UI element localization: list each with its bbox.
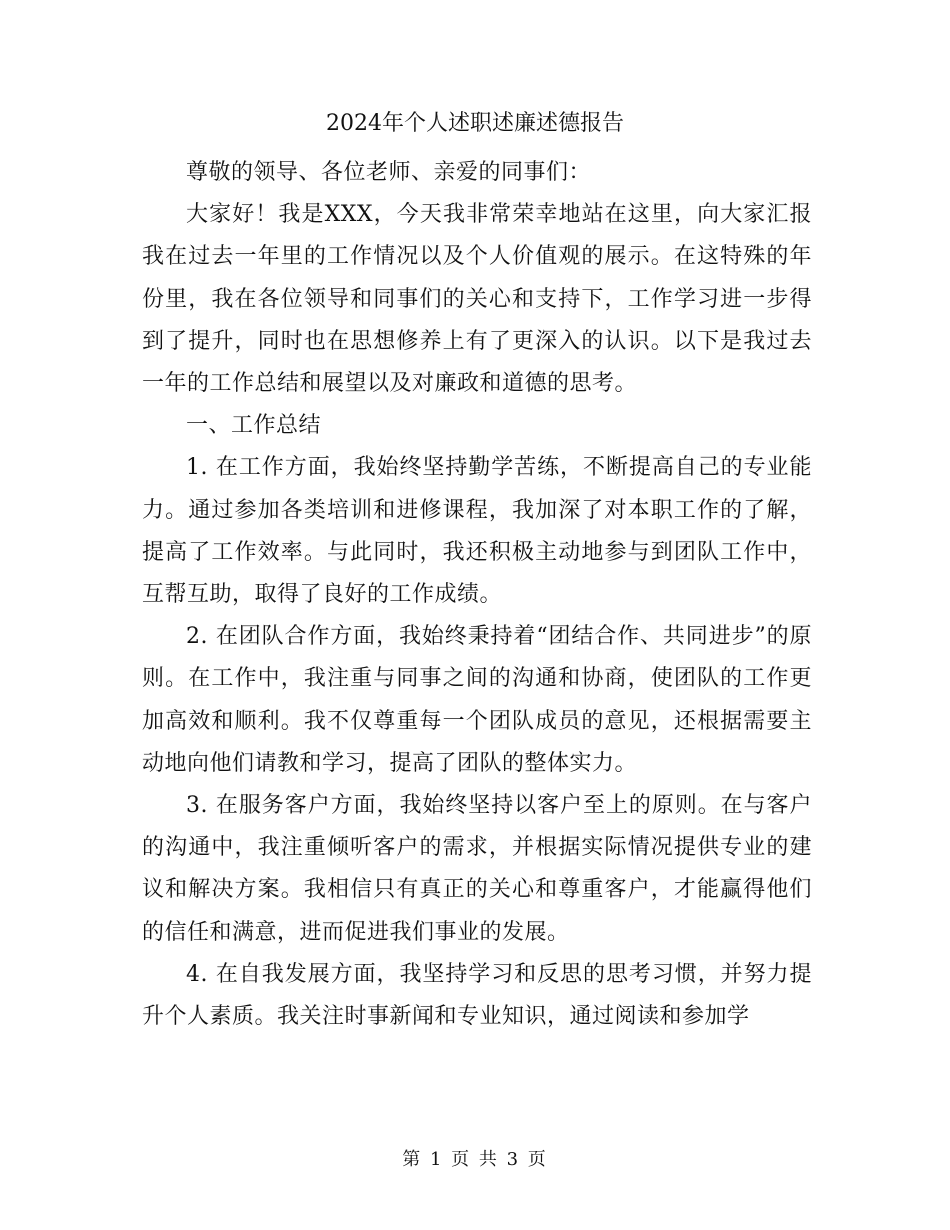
intro-paragraph: 大家好！我是XXX，今天我非常荣幸地站在这里，向大家汇报我在过去一年里的工作情况以及个人价值观的展示。在这特殊的年份里，我在各位领导和同事们的关心和支持下，工作学习进一步得到了提升，同时也在思想修养上有了更深入的认识。以下是我过去一年的工作总结和展望以及对廉政和道德的思考。: [142, 202, 812, 397]
section-heading: 一、工作总结: [186, 413, 322, 439]
work-item-3-paragraph: 3. 在服务客户方面，我始终坚持以客户至上的原则。在与客户的沟通中，我注重倾听客户的需求，并根据实际情况提供专业的建议和解决方案。我相信只有真正的关心和尊重客户，才能赢得他们的信任和满意，进而促进我们事业的发展。: [142, 793, 812, 945]
document-body: [142, 152, 812, 1038]
page-footer: 第 1 页 共 3 页: [402, 1149, 548, 1170]
salutation-paragraph: 尊敬的领导、各位老师、亲爱的同事们：: [186, 160, 592, 185]
work-item-1-paragraph: 1. 在工作方面，我始终坚持勤学苦练，不断提高自己的专业能力。通过参加各类培训和进修课程，我加深了对本职工作的了解，提高了工作效率。与此同时，我还积极主动地参与到团队工作中，互帮互助，取得了良好的工作成绩。: [142, 455, 812, 608]
work-item-4-paragraph: 4. 在自我发展方面，我坚持学习和反思的思考习惯，并努力提升个人素质。我关注时事新闻和专业知识，通过阅读和参加学: [142, 961, 812, 1030]
document-title: 2024年个人述职述廉述德报告: [326, 111, 624, 136]
work-item-2-paragraph: 2. 在团队合作方面，我始终秉持着“团结合作、共同进步”的原则。在工作中，我注重与同事之间的沟通和协商，使团队的工作更加高效和顺利。我不仅尊重每一个团队成员的意见，还根据需要主动地向他们请教和学习，提高了团队的整体实力。: [142, 624, 812, 776]
